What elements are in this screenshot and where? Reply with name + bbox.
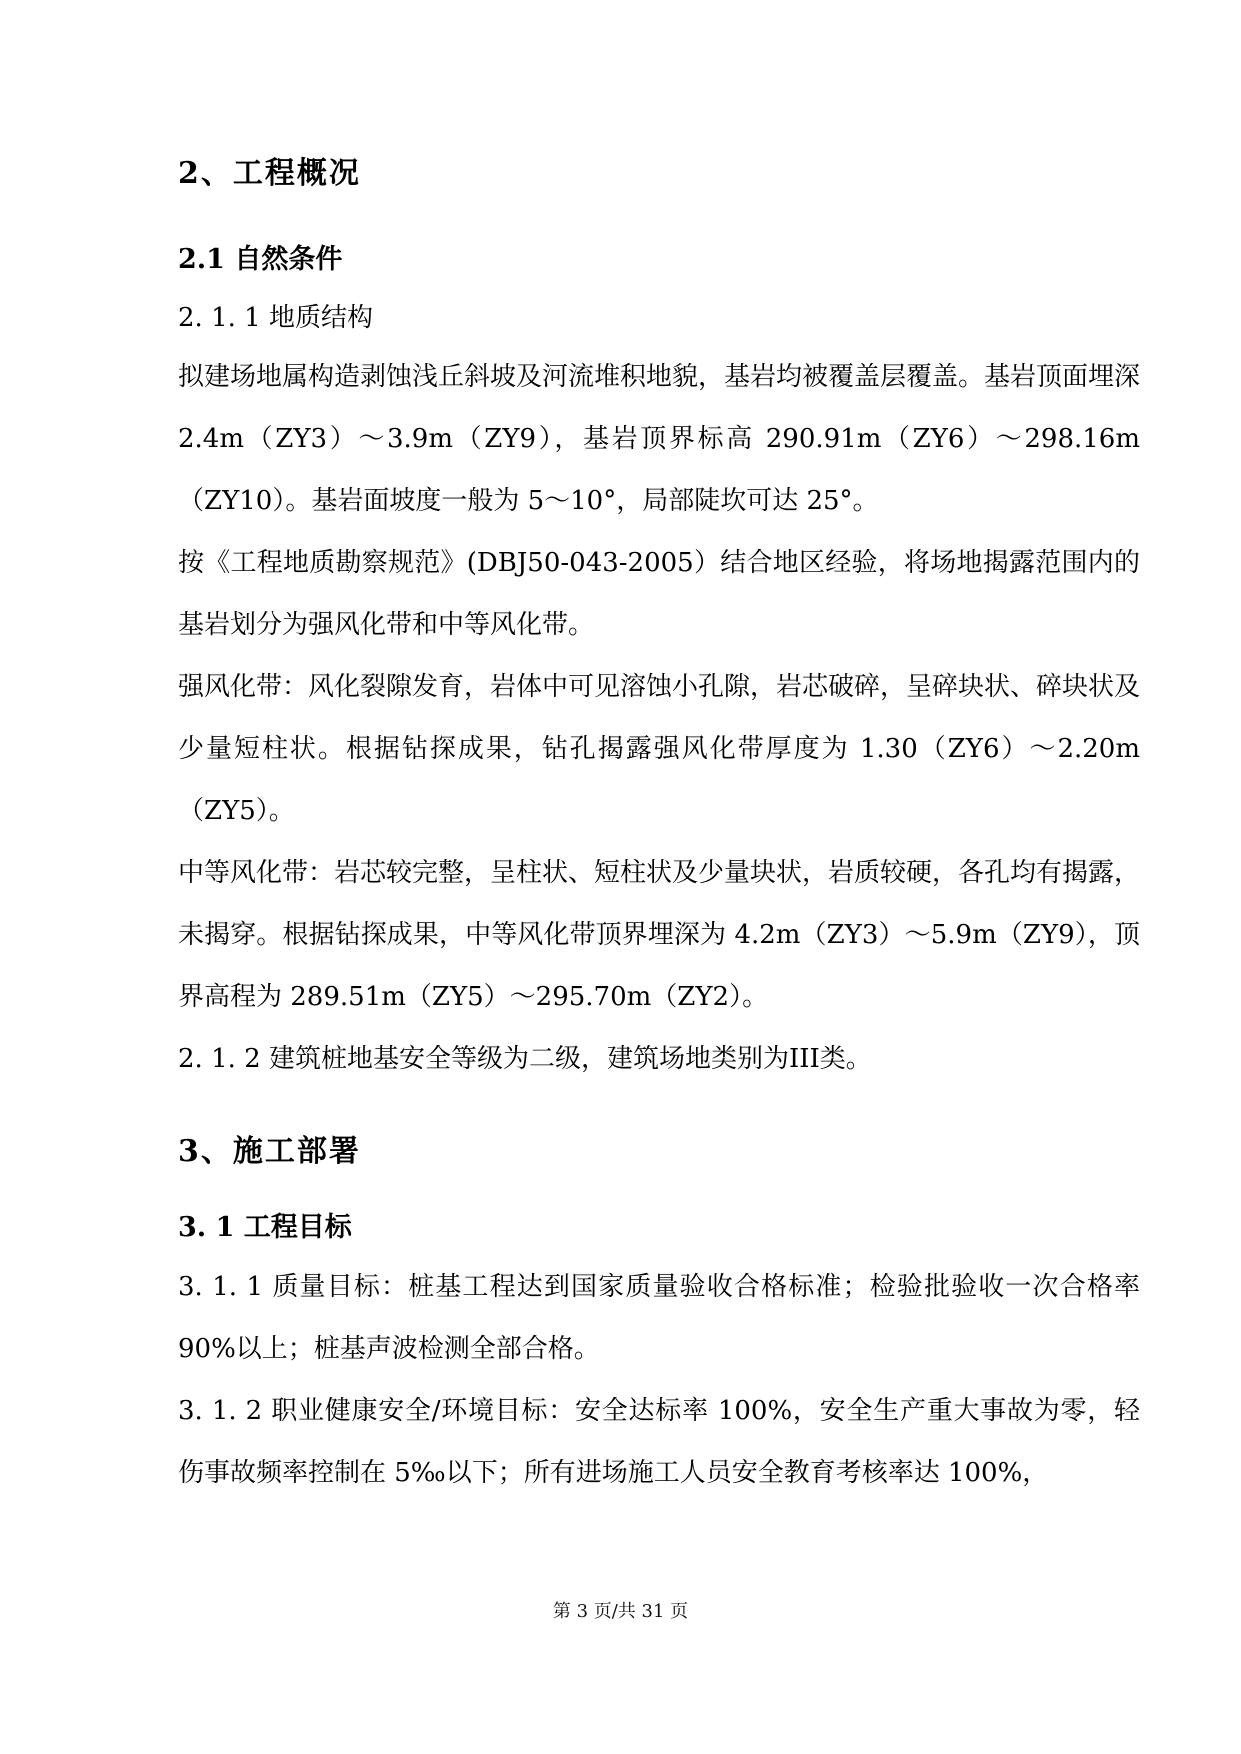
section-2-1-heading: 2.1 自然条件	[178, 244, 343, 275]
paragraph-safety-target: 3. 1. 2 职业健康安全/环境目标：安全达标率 100%，安全生产重大事故为零，轻伤事故频率控制在 5‰以下；所有进场施工人员安全教育考核率达 100%，	[178, 1396, 1140, 1488]
section-2-1-1-heading: 2. 1. 1 地质结构	[178, 303, 373, 333]
paragraph-quality-target: 3. 1. 1 质量目标：桩基工程达到国家质量验收合格标准；检验批验收一次合格率 90%以上；桩基声波检测全部合格。	[178, 1272, 1140, 1364]
paragraph-geology: 拟建场地属构造剥蚀浅丘斜坡及河流堆积地貌，基岩均被覆盖层覆盖。基岩顶面埋深 2.4m（ZY3）～3.9m（ZY9），基岩顶界标高 290.91m（ZY6）～298.16m（ZY10）。基岩面坡度一般为 5～10°，局部陡坎可达 25°。	[178, 362, 1141, 516]
page-content	[178, 150, 1140, 1504]
paragraph-strong-weathering: 强风化带：风化裂隙发育，岩体中可见溶蚀小孔隙，岩芯破碎，呈碎块状、碎块状及少量短柱状。根据钻探成果，钻孔揭露强风化带厚度为 1.30（ZY6）～2.20m（ZY5）。	[178, 672, 1141, 826]
paragraph-moderate-weathering: 中等风化带：岩芯较完整，呈柱状、短柱状及少量块状，岩质较硬，各孔均有揭露，未揭穿。根据钻探成果，中等风化带顶界埋深为 4.2m（ZY3）～5.9m（ZY9），顶界高程为 289.51m（ZY5）～295.70m（ZY2）。	[178, 858, 1141, 1012]
paragraph-standard: 按《工程地质勘察规范》(DBJ50-043-2005）结合地区经验，将场地揭露范围内的基岩划分为强风化带和中等风化带。	[178, 548, 1140, 640]
paragraph-safety-grade: 2. 1. 2 建筑桩地基安全等级为二级，建筑场地类别为III类。	[178, 1044, 872, 1074]
section-3-1-heading: 3. 1 工程目标	[178, 1212, 352, 1243]
section-3-heading: 3、施工部署	[178, 1134, 361, 1169]
page-number-footer: 第 3 页/共 31 页	[552, 1601, 689, 1622]
section-2-heading: 2、工程概况	[178, 156, 361, 191]
